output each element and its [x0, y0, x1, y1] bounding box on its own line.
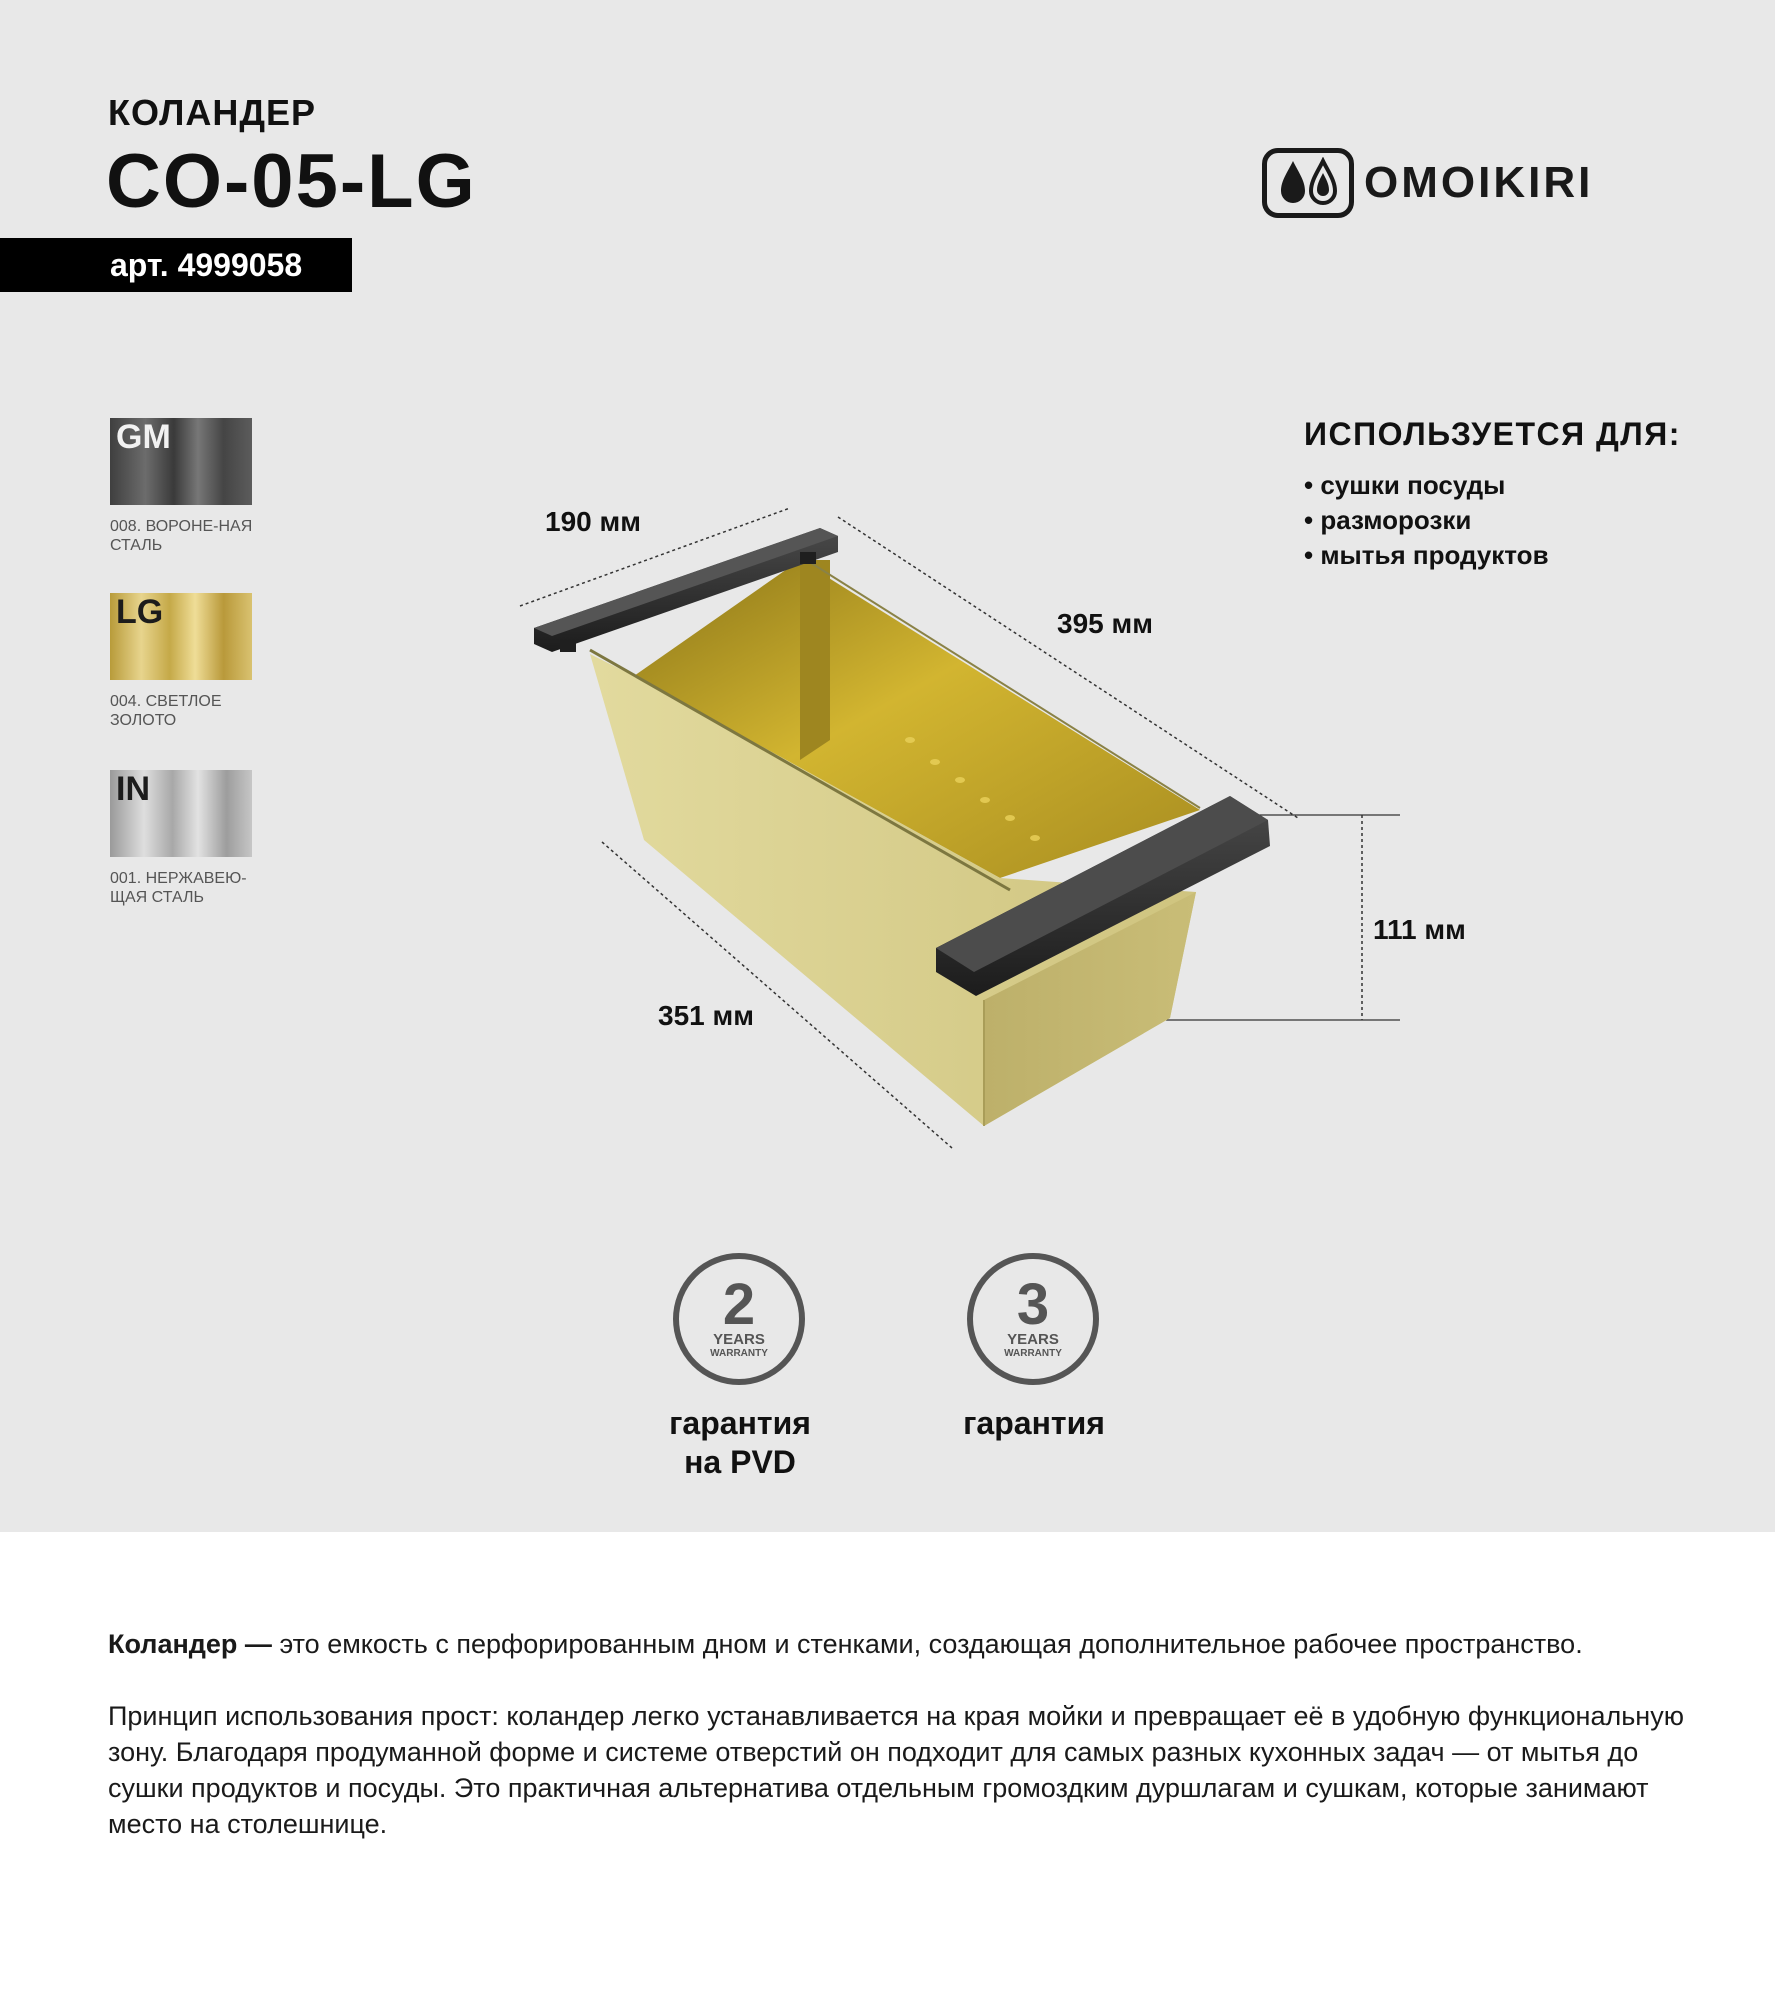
warranty-years: YEARS — [1007, 1331, 1059, 1348]
dimension-length-top: 395 мм — [1057, 608, 1153, 639]
dimension-width: 190 мм — [545, 506, 641, 537]
finish-sample-gm — [110, 418, 252, 505]
finish-swatch-gm — [110, 418, 260, 555]
uses-title: ИСПОЛЬЗУЕТСЯ ДЛЯ: — [1304, 416, 1681, 452]
description-lead-rest: это емкость с перфорированным дном и стенками, создающая дополнительное рабочее пространство. — [271, 1629, 1583, 1659]
uses-item: • сушки посуды — [1304, 470, 1506, 500]
warranty-caption-general — [914, 1404, 1154, 1443]
brand-logo — [1262, 144, 1593, 222]
warranty-caption-pvd — [620, 1404, 860, 1482]
product-model: CO-05-LG — [106, 139, 477, 224]
description-body: Принцип использования прост: коландер легко устанавливается на края мойки и превращает её в удобную функциональную зону. Благодаря продуманной форме и системе отверстий он подходит для самых разных кухонных задач — от мытья до сушки продуктов и посуды. Это практичная альтернатива отдельным громоздким дуршлагам и сушкам, которые занимают место на столешнице. — [108, 1701, 1684, 1839]
dimension-height: 111 мм — [1373, 914, 1466, 945]
finish-label: 008. ВОРОНЕ-НАЯ СТАЛЬ — [110, 518, 253, 554]
warranty-number: 3 — [1016, 1272, 1050, 1337]
warranty-number: 2 — [722, 1272, 756, 1337]
finish-code: GM — [116, 418, 171, 456]
finish-label: 004. СВЕТЛОЕ ЗОЛОТО — [110, 693, 222, 729]
warranty-caption-line1: гарантия — [669, 1405, 811, 1441]
finish-sample-lg — [110, 593, 252, 680]
warranty-caption-line1: гарантия — [963, 1405, 1105, 1441]
description-lead-bold: Коландер — — [108, 1629, 272, 1659]
uses-item: • разморозки — [1304, 505, 1472, 535]
finish-swatch-lg — [110, 593, 260, 730]
finish-sample-in — [110, 770, 252, 857]
product-category: КОЛАНДЕР — [108, 92, 317, 133]
warranty-years: YEARS — [713, 1331, 765, 1348]
warranty-word: WARRANTY — [710, 1348, 768, 1359]
brand-name: OMOIKIRI — [1364, 158, 1594, 207]
description-lead — [108, 1626, 1708, 1662]
finish-code: LG — [116, 593, 164, 631]
water-drops-icon — [1262, 148, 1354, 218]
product-description — [108, 1626, 1708, 1878]
warranty-word: WARRANTY — [1004, 1348, 1062, 1359]
sku-badge: арт. 4999058 — [0, 238, 352, 292]
finish-code: IN — [116, 770, 150, 808]
finish-label: 001. НЕРЖАВЕЮ-ЩАЯ СТАЛЬ — [110, 870, 247, 906]
warranty-badge-3 — [966, 1252, 1100, 1386]
uses-item: • мытья продуктов — [1304, 540, 1549, 570]
warranty-badge-2 — [672, 1252, 806, 1386]
finish-swatch-in — [110, 770, 260, 907]
dimension-length-bottom: 351 мм — [658, 1000, 754, 1031]
warranty-caption-line2: на PVD — [684, 1444, 796, 1480]
colander-illustration — [500, 480, 1440, 1180]
